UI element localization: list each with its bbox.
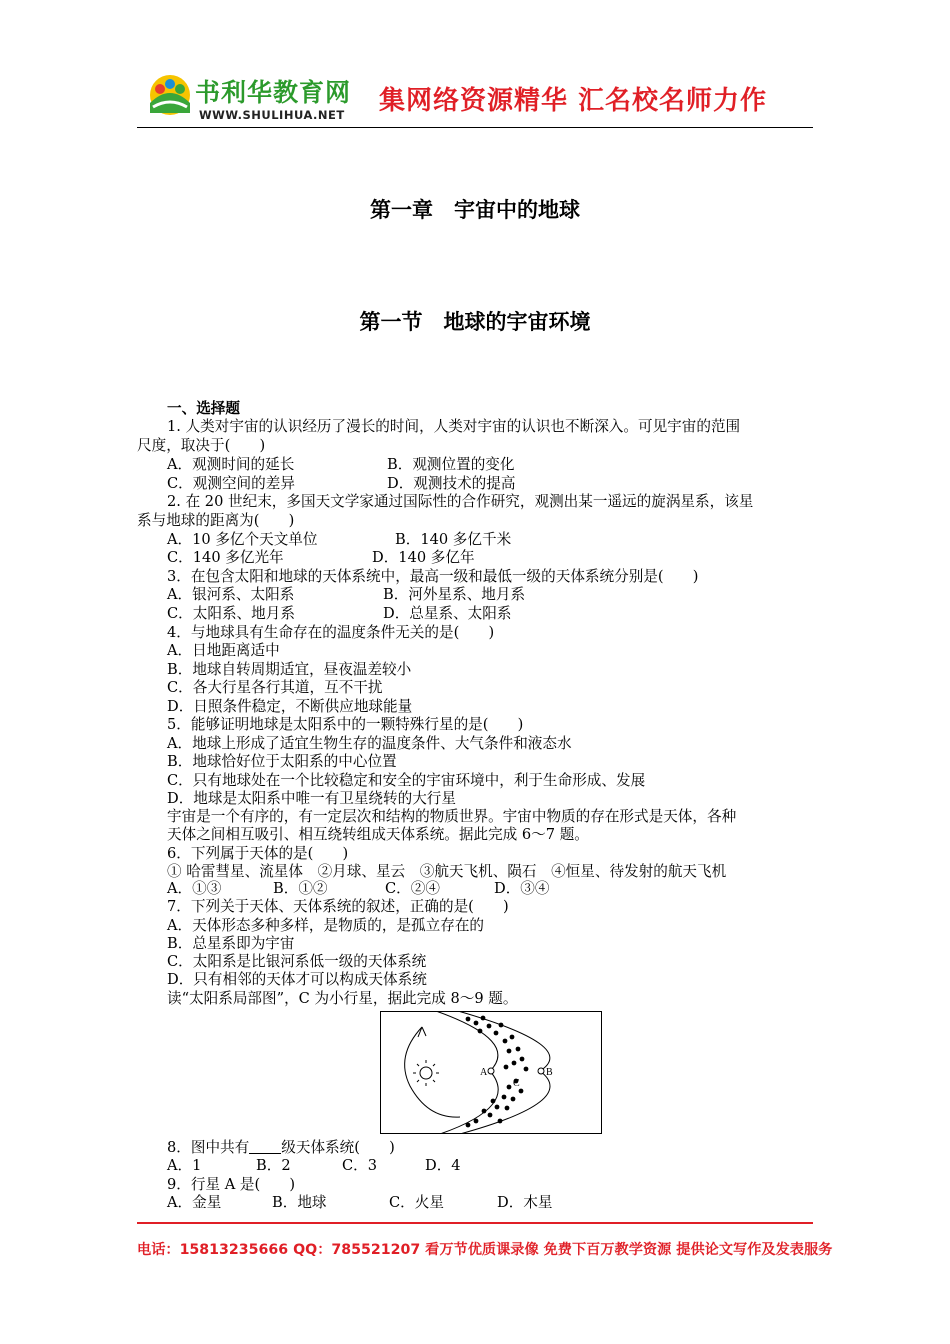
- q9-stem: 9．行星 A 是( ): [167, 1176, 296, 1193]
- header-slogan: 集网络资源精华 汇名校名师力作: [379, 86, 768, 116]
- q3-option-d: D．总星系、太阳系: [383, 605, 512, 622]
- q8-blank: [249, 1139, 281, 1154]
- q1-option-d: D．观测技术的提高: [387, 475, 516, 492]
- q4-option-c: C．各大行星各行其道，互不干扰: [167, 679, 383, 696]
- site-url: WWW.SHULIHUA.NET: [199, 108, 345, 122]
- q5-option-a: A．地球上形成了适宜生物生存的温度条件、大气条件和液态水: [167, 735, 572, 752]
- chapter-title: 第一章 宇宙中的地球: [370, 198, 580, 222]
- q4-option-d: D．日照条件稳定，不断供应地球能量: [167, 698, 413, 715]
- asteroid-c-label: C: [513, 1078, 520, 1089]
- q8-stem-pre: 8．图中共有: [167, 1139, 250, 1156]
- q2-option-d: D．140 多亿年: [372, 549, 475, 566]
- section-heading: 一、选择题: [167, 400, 240, 417]
- q6-option-c: C．②④: [385, 880, 440, 897]
- q9-option-d: D．木星: [497, 1194, 553, 1211]
- q1-option-b: B．观测位置的变化: [387, 456, 515, 473]
- q2-option-c: C．140 多亿光年: [167, 549, 284, 566]
- q9-option-c: C．火星: [389, 1194, 444, 1211]
- q1-option-a: A．观测时间的延长: [167, 456, 295, 473]
- q5-option-b: B．地球恰好位于太阳系的中心位置: [167, 753, 397, 770]
- q4-stem: 4．与地球具有生命存在的温度条件无关的是( ): [167, 624, 495, 641]
- section-title: 第一节 地球的宇宙环境: [359, 310, 591, 334]
- planet-a-label: A: [480, 1067, 488, 1078]
- q1-stem-cont: 尺度，取决于( ): [137, 437, 266, 454]
- planet-a: [488, 1068, 494, 1074]
- planet-b-label: B: [546, 1067, 553, 1078]
- q3-option-b: B．河外星系、地月系: [383, 586, 526, 603]
- header-divider: [137, 127, 813, 128]
- q8-option-c: C．3: [342, 1157, 378, 1174]
- q3-option-c: C．太阳系、地月系: [167, 605, 295, 622]
- q7-option-c: C．太阳系是比银河系低一级的天体系统: [167, 953, 427, 970]
- planet-b: [538, 1068, 544, 1074]
- q7-stem: 7．下列关于天体、天体系统的叙述，正确的是( ): [167, 898, 509, 915]
- q5-option-c: C．只有地球处在一个比较稳定和安全的宇宙环境中，利于生命形成、发展: [167, 772, 646, 789]
- q8-option-d: D．4: [425, 1157, 461, 1174]
- q3-option-a: A．银河系、太阳系: [167, 586, 295, 603]
- q6-stem: 6．下列属于天体的是( ): [167, 845, 349, 862]
- passage-1: 宇宙是一个有序的，有一定层次和结构的物质世界。宇宙中物质的存在形式是天体，各种: [167, 808, 737, 825]
- q7-option-d: D．只有相邻的天体才可以构成天体系统: [167, 971, 427, 988]
- q8-option-a: A．1: [167, 1157, 202, 1174]
- q6-option-b: B．①②: [273, 880, 328, 897]
- q9-option-a: A．金星: [167, 1194, 222, 1211]
- q3-stem: 3．在包含太阳和地球的天体系统中，最高一级和最低一级的天体系统分别是( ): [167, 568, 699, 585]
- q8-option-b: B．2: [256, 1157, 291, 1174]
- q1-stem: 1. 人类对宇宙的认识经历了漫长的时间，人类对宇宙的认识也不断深入。可见宇宙的范围: [167, 418, 741, 435]
- q7-option-a: A．天体形态多种多样，是物质的，是孤立存在的: [167, 917, 485, 934]
- q2-option-a: A．10 多亿个天文单位: [167, 531, 318, 548]
- q6-items: ① 哈雷彗星、流星体 ②月球、星云 ③航天飞机、陨石 ④恒星、待发射的航天飞机: [167, 863, 727, 880]
- q5-option-d: D．地球是太阳系中唯一有卫星绕转的大行星: [167, 790, 456, 807]
- q9-option-b: B．地球: [272, 1194, 327, 1211]
- q8-stem: [167, 1139, 395, 1157]
- q5-stem: 5．能够证明地球是太阳系中的一颗特殊行星的是( ): [167, 716, 524, 733]
- q6-option-d: D．③④: [494, 880, 550, 897]
- solar-system-figure: [380, 1011, 602, 1134]
- passage-2: 读“太阳系局部图”，C 为小行星，据此完成 8～9 题。: [167, 990, 518, 1007]
- q8-stem-post: 级天体系统( ): [281, 1139, 395, 1156]
- page-header: [137, 66, 813, 128]
- q7-option-b: B．总星系即为宇宙: [167, 935, 295, 952]
- q4-option-b: B．地球自转周期适宜，昼夜温差较小: [167, 661, 412, 678]
- passage-1-cont: 天体之间相互吸引、相互绕转组成天体系统。据此完成 6～7 题。: [167, 826, 589, 843]
- q1-option-c: C．观测空间的差异: [167, 475, 295, 492]
- q2-option-b: B．140 多亿千米: [395, 531, 512, 548]
- footer-contact: 电话：15813235666 QQ：785521207 看万节优质课录像 免费下百万教学资源 提供论文写作及发表服务: [137, 1242, 833, 1258]
- footer-divider: [137, 1222, 813, 1224]
- q2-stem: 2. 在 20 世纪末，多国天文学家通过国际性的合作研究，观测出某一遥远的旋涡星系，该星: [167, 493, 754, 510]
- site-logo-icon: [145, 73, 195, 117]
- q6-option-a: A．①③: [167, 880, 222, 897]
- q2-stem-cont: 系与地球的距离为( ): [137, 512, 295, 529]
- q4-option-a: A．日地距离适中: [167, 642, 280, 659]
- site-name: 书利华教育网: [195, 78, 352, 107]
